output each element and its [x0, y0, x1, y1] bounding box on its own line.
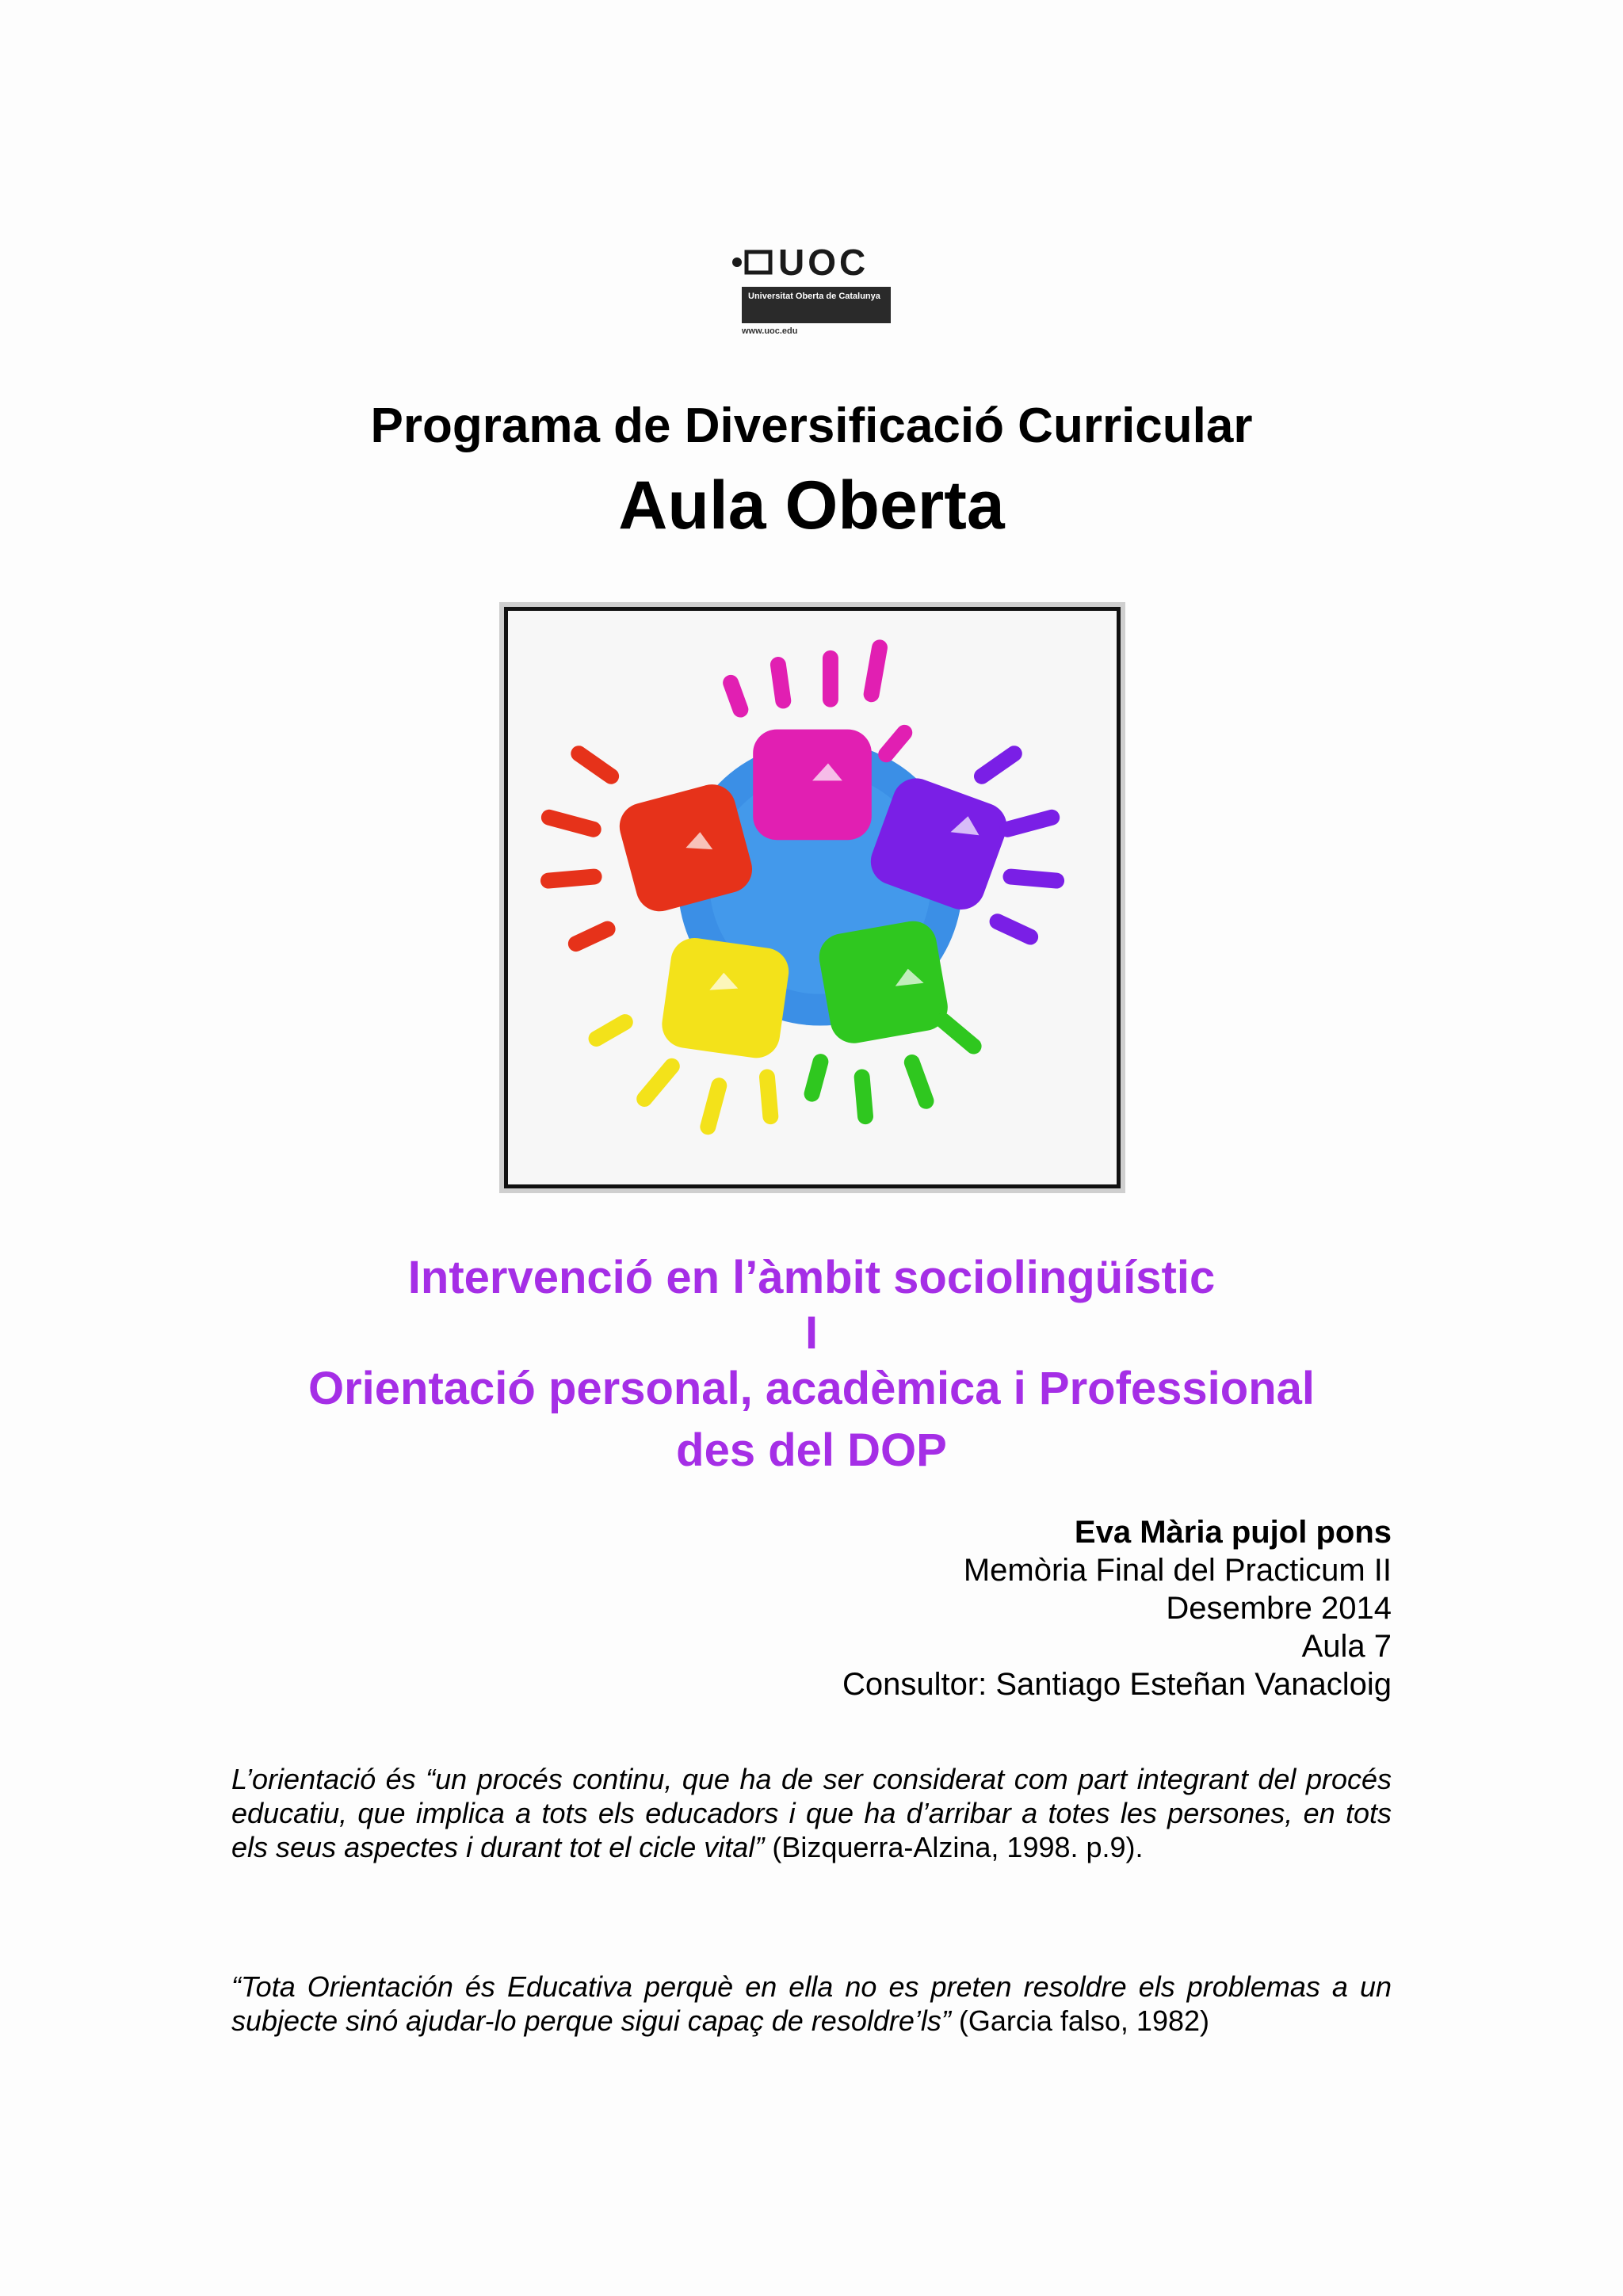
quote-1-text: L’orientació és “un procés continu, que ha de ser considerat com part integrant del procés educatiu, que implica a tots els educadors i que ha d’arribar a totes les persones, en tots els seus aspectes i durant tot el cicle vital”: [231, 1763, 1392, 1863]
quote-1: [231, 1762, 1392, 1864]
work-date: Desembre 2014: [1166, 1591, 1392, 1626]
logo-institution-box: Universitat Oberta de Catalunya: [742, 287, 891, 323]
subtitle-line-4: des del DOP: [676, 1425, 947, 1476]
handprints-circle-image: [504, 607, 1121, 1188]
classroom: Aula 7: [1301, 1629, 1392, 1664]
logo-url: www.uoc.edu: [742, 326, 798, 336]
logo-wordmark: UOC: [778, 242, 869, 283]
uoc-logo-icon: [727, 249, 775, 276]
quote-2: [231, 1970, 1392, 2038]
quote-1-citation: (Bizquerra-Alzina, 1998. p.9).: [764, 1831, 1144, 1863]
main-title: Aula Oberta: [618, 467, 1005, 543]
work-title: Memòria Final del Practicum II: [963, 1553, 1392, 1588]
author-block: [842, 1513, 1392, 1703]
subtitle-line-3: Orientació personal, acadèmica i Professional: [307, 1363, 1316, 1414]
quote-2-citation: (Garcia falso, 1982): [950, 2004, 1210, 2037]
author-name: Eva Mària pujol pons: [1074, 1515, 1392, 1550]
subtitle-line-1: Intervenció en l’àmbit sociolingüístic: [407, 1252, 1216, 1303]
consultant: Consultor: Santiago Esteñan Vanacloig: [842, 1667, 1392, 1702]
program-title: Programa de Diversificació Curricular: [370, 399, 1253, 453]
subtitle-line-2: I: [804, 1307, 819, 1359]
uoc-logo: [727, 242, 894, 341]
cover-picture-frame: [499, 602, 1125, 1193]
quote-2-text: “Tota Orientación és Educativa perquè en ella no es preten resoldre els problemas a un subjecte sinó ajudar-lo perque sigui capaç de resoldre’ls”: [231, 1970, 1392, 2037]
